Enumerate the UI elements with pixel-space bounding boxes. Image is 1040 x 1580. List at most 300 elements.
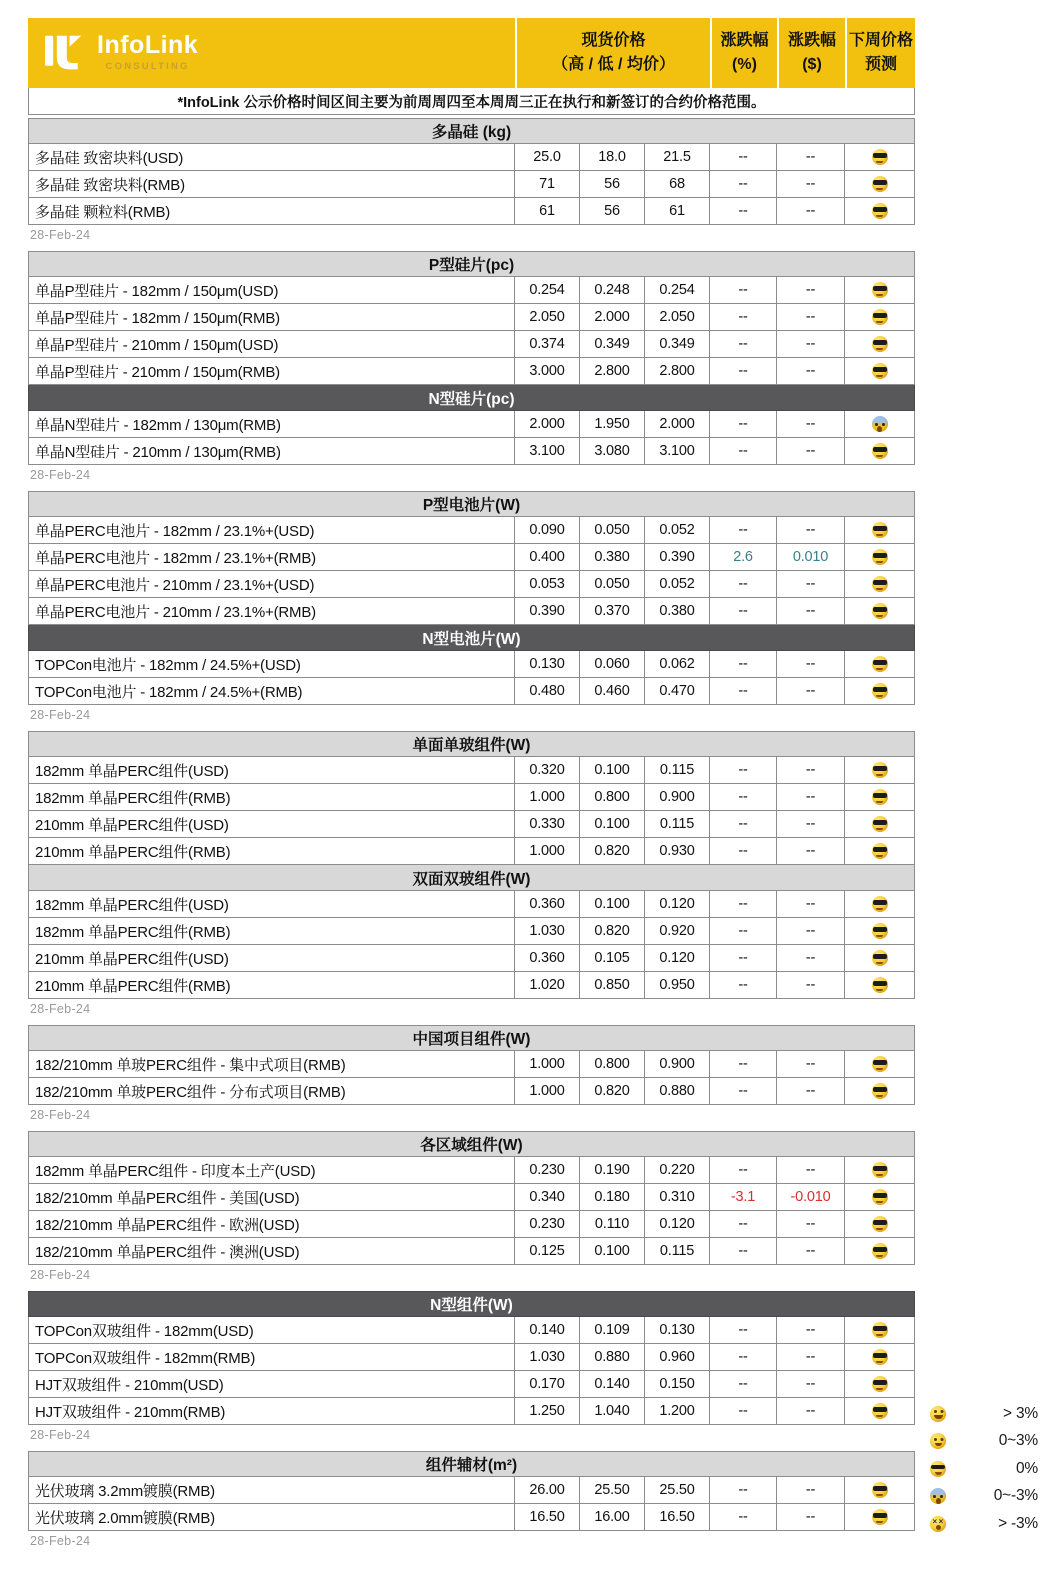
cell-avg: 1.200 <box>645 1398 710 1424</box>
table-row <box>28 1344 915 1371</box>
cell-forecast <box>845 358 914 384</box>
cell-low: 0.349 <box>580 331 645 357</box>
cell-avg: 0.900 <box>645 1051 710 1077</box>
section-header <box>28 1291 915 1317</box>
date-stamp: 28-Feb-24 <box>30 468 91 482</box>
sunglasses-emoji-icon <box>872 1243 888 1259</box>
cell-high: 61 <box>515 198 580 224</box>
cell-high: 0.480 <box>515 678 580 704</box>
cell-high: 0.360 <box>515 891 580 917</box>
section-header <box>28 1025 915 1051</box>
row-label: TOPCon电池片 - 182mm / 24.5%+(RMB) <box>29 678 515 704</box>
cell-change-dollar: -- <box>777 1051 845 1077</box>
cell-low: 0.460 <box>580 678 645 704</box>
cell-change-percent: -- <box>710 1477 777 1503</box>
cell-change-percent: -- <box>710 304 777 330</box>
legend <box>922 1400 1038 1538</box>
cell-forecast <box>845 811 914 837</box>
legend-label: 0~3% <box>998 1432 1038 1450</box>
sunglasses-emoji-icon <box>872 282 888 298</box>
cell-forecast <box>845 1157 914 1183</box>
section-title: 多晶硅 (kg) <box>431 124 512 141</box>
table-row <box>28 972 915 999</box>
cell-forecast <box>845 678 914 704</box>
cell-high: 0.254 <box>515 277 580 303</box>
cell-forecast <box>845 304 914 330</box>
cell-forecast <box>845 945 914 971</box>
cell-change-dollar: -- <box>777 784 845 810</box>
cell-change-dollar: -- <box>777 1157 845 1183</box>
cell-forecast <box>845 198 914 224</box>
row-label: 多晶硅 颗粒料(RMB) <box>29 198 515 224</box>
cell-change-percent: -- <box>710 757 777 783</box>
cell-avg: 68 <box>645 171 710 197</box>
sunglasses-emoji-icon <box>872 1349 888 1365</box>
cell-forecast <box>845 144 914 170</box>
table-header <box>28 18 915 88</box>
cell-low: 1.950 <box>580 411 645 437</box>
cell-high: 0.330 <box>515 811 580 837</box>
date-stamp: 28-Feb-24 <box>30 708 91 722</box>
change-dollar-unit: ($) <box>802 56 822 73</box>
sunglasses-emoji-icon <box>872 363 888 379</box>
cell-change-percent: -- <box>710 1051 777 1077</box>
cell-low: 56 <box>580 198 645 224</box>
cell-change-percent: -3.1 <box>710 1184 777 1210</box>
cell-change-percent: -- <box>710 1238 777 1264</box>
table-row <box>28 1078 915 1105</box>
cell-avg: 2.000 <box>645 411 710 437</box>
column-header-forecast <box>845 18 915 88</box>
cell-avg: 0.310 <box>645 1184 710 1210</box>
row-label: 多晶硅 致密块料(USD) <box>29 144 515 170</box>
cell-avg: 0.052 <box>645 571 710 597</box>
legend-item <box>922 1510 1038 1538</box>
cell-avg: 0.120 <box>645 945 710 971</box>
spot-price-title: 现货价格 <box>581 32 646 49</box>
scream-emoji-icon <box>930 1488 946 1504</box>
cell-change-dollar: -- <box>777 1398 845 1424</box>
cell-low: 0.140 <box>580 1371 645 1397</box>
infolink-logo <box>28 32 198 75</box>
cell-change-dollar: -- <box>777 972 845 998</box>
section-header <box>28 865 915 891</box>
cell-forecast <box>845 784 914 810</box>
cell-low: 0.105 <box>580 945 645 971</box>
cell-high: 1.000 <box>515 1051 580 1077</box>
row-label: 单晶PERC电池片 - 182mm / 23.1%+(USD) <box>29 517 515 543</box>
cell-forecast <box>845 918 914 944</box>
cell-change-dollar: -- <box>777 1211 845 1237</box>
cell-high: 25.0 <box>515 144 580 170</box>
table-row <box>28 678 915 705</box>
row-label: 单晶PERC电池片 - 210mm / 23.1%+(USD) <box>29 571 515 597</box>
cell-high: 0.360 <box>515 945 580 971</box>
section-title: P型硅片(pc) <box>428 257 515 274</box>
cell-avg: 0.349 <box>645 331 710 357</box>
cell-avg: 0.960 <box>645 1344 710 1370</box>
cell-avg: 0.130 <box>645 1317 710 1343</box>
cell-change-percent: -- <box>710 598 777 624</box>
sunglasses-emoji-icon <box>872 1056 888 1072</box>
sunglasses-emoji-icon <box>872 1403 888 1419</box>
cell-avg: 61 <box>645 198 710 224</box>
cell-change-dollar: -- <box>777 411 845 437</box>
cell-change-dollar: -- <box>777 838 845 864</box>
cell-high: 0.053 <box>515 571 580 597</box>
smile-emoji-icon <box>930 1433 946 1449</box>
table-row <box>28 544 915 571</box>
sunglasses-emoji-icon <box>872 977 888 993</box>
column-header-change-percent <box>710 18 777 88</box>
cell-low: 0.100 <box>580 811 645 837</box>
cell-forecast <box>845 1317 914 1343</box>
cell-change-percent: -- <box>710 171 777 197</box>
date-stamp: 28-Feb-24 <box>30 1268 91 1282</box>
cell-high: 0.390 <box>515 598 580 624</box>
cell-low: 0.248 <box>580 277 645 303</box>
cell-avg: 0.950 <box>645 972 710 998</box>
logo-text <box>97 32 198 75</box>
cell-change-dollar: -- <box>777 1078 845 1104</box>
cell-change-percent: -- <box>710 1211 777 1237</box>
section-title: 中国项目组件(W) <box>412 1031 531 1048</box>
cell-change-dollar: -- <box>777 1477 845 1503</box>
cell-avg: 0.930 <box>645 838 710 864</box>
section-title: N型电池片(W) <box>422 630 521 648</box>
table-row <box>28 304 915 331</box>
table-group <box>28 1131 915 1283</box>
cell-forecast <box>845 1477 914 1503</box>
section-header <box>28 118 915 144</box>
cell-change-dollar: -- <box>777 945 845 971</box>
row-label: TOPCon双玻组件 - 182mm(USD) <box>29 1317 515 1343</box>
cell-avg: 0.470 <box>645 678 710 704</box>
table-row <box>28 1477 915 1504</box>
cell-low: 0.190 <box>580 1157 645 1183</box>
table-row <box>28 651 915 678</box>
section-title: N型组件(W) <box>430 1297 513 1314</box>
cell-avg: 0.920 <box>645 918 710 944</box>
sunglasses-emoji-icon <box>872 309 888 325</box>
section-header <box>28 385 915 411</box>
sunglasses-emoji-icon <box>872 950 888 966</box>
cell-low: 0.820 <box>580 838 645 864</box>
cell-forecast <box>845 757 914 783</box>
cell-change-percent: -- <box>710 1317 777 1343</box>
cell-avg: 0.052 <box>645 517 710 543</box>
sunglasses-emoji-icon <box>872 683 888 699</box>
table-row <box>28 331 915 358</box>
date-stamp: 28-Feb-24 <box>30 1002 91 1016</box>
forecast-title-line2: 预测 <box>864 56 897 73</box>
cell-avg: 0.900 <box>645 784 710 810</box>
cell-change-dollar: -- <box>777 598 845 624</box>
cell-forecast <box>845 544 914 570</box>
cell-low: 0.820 <box>580 918 645 944</box>
cell-change-dollar: -- <box>777 571 845 597</box>
cell-forecast <box>845 1184 914 1210</box>
cell-forecast <box>845 1344 914 1370</box>
cell-change-percent: -- <box>710 571 777 597</box>
date-stamp: 28-Feb-24 <box>30 1534 91 1548</box>
table-row <box>28 1157 915 1184</box>
cell-avg: 0.115 <box>645 757 710 783</box>
cell-high: 3.000 <box>515 358 580 384</box>
section-header <box>28 491 915 517</box>
table-group <box>28 1291 915 1443</box>
row-label: 210mm 单晶PERC组件(RMB) <box>29 838 515 864</box>
logo-cell <box>28 18 515 88</box>
cell-avg: 2.050 <box>645 304 710 330</box>
cell-change-dollar: -- <box>777 891 845 917</box>
row-label: 光伏玻璃 3.2mm镀膜(RMB) <box>29 1477 515 1503</box>
cell-change-percent: -- <box>710 331 777 357</box>
cell-low: 0.110 <box>580 1211 645 1237</box>
table-group <box>28 1451 915 1549</box>
date-stamp: 28-Feb-24 <box>30 1428 91 1442</box>
row-label: 182mm 单晶PERC组件(USD) <box>29 891 515 917</box>
cell-low: 2.800 <box>580 358 645 384</box>
date-stamp: 28-Feb-24 <box>30 1108 91 1122</box>
cell-high: 3.100 <box>515 438 580 464</box>
grin-emoji-icon <box>930 1406 946 1422</box>
cell-low: 0.880 <box>580 1344 645 1370</box>
legend-item <box>922 1455 1038 1483</box>
table-row <box>28 277 915 304</box>
cell-high: 0.170 <box>515 1371 580 1397</box>
sunglasses-emoji-icon <box>872 656 888 672</box>
sunglasses-emoji-icon <box>872 1376 888 1392</box>
sunglasses-emoji-icon <box>872 549 888 565</box>
cell-high: 0.340 <box>515 1184 580 1210</box>
section-header <box>28 731 915 757</box>
price-period-note: *InfoLink 公示价格时间区间主要为前周周四至本周周三正在执行和新签订的合约价格范围。 <box>28 88 915 115</box>
change-percent-title: 涨跌幅 <box>720 32 769 49</box>
row-label: 182/210mm 单晶PERC组件 - 澳洲(USD) <box>29 1238 515 1264</box>
cell-change-dollar: -- <box>777 358 845 384</box>
cell-change-dollar: -- <box>777 198 845 224</box>
cell-high: 0.090 <box>515 517 580 543</box>
infolink-logo-mark <box>42 33 88 73</box>
table-row <box>28 918 915 945</box>
table-group <box>28 491 915 723</box>
cell-low: 0.109 <box>580 1317 645 1343</box>
cell-low: 0.100 <box>580 757 645 783</box>
cell-forecast <box>845 331 914 357</box>
cell-change-percent: -- <box>710 358 777 384</box>
cell-avg: 2.800 <box>645 358 710 384</box>
row-label: 单晶P型硅片 - 182mm / 150μm(RMB) <box>29 304 515 330</box>
cell-avg: 25.50 <box>645 1477 710 1503</box>
cell-change-percent: -- <box>710 1078 777 1104</box>
cell-change-dollar: -- <box>777 918 845 944</box>
cell-high: 1.030 <box>515 918 580 944</box>
table-row <box>28 838 915 865</box>
scream-emoji-icon <box>872 416 888 432</box>
cell-high: 16.50 <box>515 1504 580 1530</box>
cell-change-percent: -- <box>710 891 777 917</box>
cell-low: 2.000 <box>580 304 645 330</box>
price-table <box>28 18 915 1549</box>
cell-change-dollar: -- <box>777 1504 845 1530</box>
sunglasses-emoji-icon <box>872 1083 888 1099</box>
cell-change-dollar: -- <box>777 757 845 783</box>
row-label: 单晶P型硅片 - 182mm / 150μm(USD) <box>29 277 515 303</box>
forecast-title-line1: 下周价格 <box>848 32 913 49</box>
cell-forecast <box>845 1238 914 1264</box>
table-row <box>28 757 915 784</box>
section-title: 单面单玻组件(W) <box>412 737 531 754</box>
table-group <box>28 251 915 483</box>
sunglasses-emoji-icon <box>872 603 888 619</box>
cell-change-percent: -- <box>710 1504 777 1530</box>
row-label: TOPCon双玻组件 - 182mm(RMB) <box>29 1344 515 1370</box>
sunglasses-emoji-icon <box>872 762 888 778</box>
cell-avg: 0.120 <box>645 891 710 917</box>
row-label: 单晶P型硅片 - 210mm / 150μm(RMB) <box>29 358 515 384</box>
cell-change-percent: 2.6 <box>710 544 777 570</box>
cell-change-percent: -- <box>710 838 777 864</box>
table-row <box>28 198 915 225</box>
cell-change-dollar: -- <box>777 277 845 303</box>
cell-high: 0.374 <box>515 331 580 357</box>
cell-avg: 0.150 <box>645 1371 710 1397</box>
cell-avg: 0.390 <box>645 544 710 570</box>
table-row <box>28 945 915 972</box>
change-percent-unit: (%) <box>732 56 757 73</box>
sunglasses-emoji-icon <box>872 443 888 459</box>
dizzy-emoji-icon <box>930 1516 946 1532</box>
cell-change-dollar: -0.010 <box>777 1184 845 1210</box>
cell-forecast <box>845 517 914 543</box>
cell-change-percent: -- <box>710 1344 777 1370</box>
cell-forecast <box>845 1051 914 1077</box>
cell-low: 0.060 <box>580 651 645 677</box>
cell-forecast <box>845 1398 914 1424</box>
cell-change-dollar: -- <box>777 438 845 464</box>
table-row <box>28 571 915 598</box>
sunglasses-emoji-icon <box>872 149 888 165</box>
cell-avg: 0.115 <box>645 1238 710 1264</box>
cell-high: 1.000 <box>515 838 580 864</box>
cell-change-dollar: -- <box>777 1238 845 1264</box>
cell-low: 18.0 <box>580 144 645 170</box>
row-label: 182/210mm 单玻PERC组件 - 集中式项目(RMB) <box>29 1051 515 1077</box>
cell-high: 1.000 <box>515 1078 580 1104</box>
table-row <box>28 1317 915 1344</box>
column-header-spot-price <box>515 18 710 88</box>
date-stamp: 28-Feb-24 <box>30 228 91 242</box>
sunglasses-emoji-icon <box>872 1189 888 1205</box>
cell-avg: 21.5 <box>645 144 710 170</box>
cell-high: 0.230 <box>515 1157 580 1183</box>
cell-high: 0.130 <box>515 651 580 677</box>
table-group <box>28 1025 915 1123</box>
cell-low: 0.100 <box>580 891 645 917</box>
table-row <box>28 811 915 838</box>
cell-change-dollar: -- <box>777 1371 845 1397</box>
row-label: 210mm 单晶PERC组件(RMB) <box>29 972 515 998</box>
cell-avg: 0.220 <box>645 1157 710 1183</box>
table-row <box>28 438 915 465</box>
cell-change-dollar: -- <box>777 1344 845 1370</box>
change-dollar-title: 涨跌幅 <box>787 32 836 49</box>
section-header <box>28 1131 915 1157</box>
cell-avg: 3.100 <box>645 438 710 464</box>
row-label: HJT双玻组件 - 210mm(USD) <box>29 1371 515 1397</box>
cell-high: 0.125 <box>515 1238 580 1264</box>
table-group <box>28 118 915 243</box>
legend-label: 0% <box>1015 1459 1038 1477</box>
cell-low: 16.00 <box>580 1504 645 1530</box>
row-label: 210mm 单晶PERC组件(USD) <box>29 945 515 971</box>
row-label: 182/210mm 单晶PERC组件 - 美国(USD) <box>29 1184 515 1210</box>
cell-change-percent: -- <box>710 678 777 704</box>
cell-avg: 0.380 <box>645 598 710 624</box>
cell-low: 1.040 <box>580 1398 645 1424</box>
cell-change-dollar: -- <box>777 331 845 357</box>
cell-change-percent: -- <box>710 438 777 464</box>
cell-forecast <box>845 972 914 998</box>
cell-low: 3.080 <box>580 438 645 464</box>
cell-low: 0.820 <box>580 1078 645 1104</box>
cell-change-dollar: -- <box>777 678 845 704</box>
table-group <box>28 731 915 1017</box>
cell-forecast <box>845 651 914 677</box>
table-row <box>28 144 915 171</box>
cell-high: 2.050 <box>515 304 580 330</box>
cell-avg: 0.115 <box>645 811 710 837</box>
cell-change-percent: -- <box>710 784 777 810</box>
table-row <box>28 1184 915 1211</box>
table-row <box>28 1051 915 1078</box>
row-label: 182mm 单晶PERC组件(RMB) <box>29 918 515 944</box>
legend-item <box>922 1428 1038 1456</box>
cell-change-dollar: -- <box>777 811 845 837</box>
brand-subtitle: CONSULTING <box>105 61 190 72</box>
table-row <box>28 411 915 438</box>
row-label: 182/210mm 单晶PERC组件 - 欧洲(USD) <box>29 1211 515 1237</box>
cell-change-dollar: -- <box>777 171 845 197</box>
cell-avg: 16.50 <box>645 1504 710 1530</box>
sunglasses-emoji-icon <box>872 336 888 352</box>
sunglasses-emoji-icon <box>872 816 888 832</box>
cell-low: 0.180 <box>580 1184 645 1210</box>
cell-forecast <box>845 1371 914 1397</box>
cell-forecast <box>845 891 914 917</box>
row-label: HJT双玻组件 - 210mm(RMB) <box>29 1398 515 1424</box>
row-label: 光伏玻璃 2.0mm镀膜(RMB) <box>29 1504 515 1530</box>
row-label: 单晶N型硅片 - 210mm / 130μm(RMB) <box>29 438 515 464</box>
sunglasses-emoji-icon <box>872 843 888 859</box>
cell-change-percent: -- <box>710 198 777 224</box>
legend-item <box>922 1400 1038 1428</box>
price-table-body <box>28 118 915 1549</box>
spot-price-subtitle: （高 / 低 / 均价） <box>552 56 675 73</box>
cell-high: 0.400 <box>515 544 580 570</box>
cell-high: 71 <box>515 171 580 197</box>
cell-high: 2.000 <box>515 411 580 437</box>
section-header <box>28 1451 915 1477</box>
cell-high: 1.250 <box>515 1398 580 1424</box>
sunglasses-emoji-icon <box>872 1322 888 1338</box>
cell-change-dollar: -- <box>777 304 845 330</box>
cell-forecast <box>845 598 914 624</box>
cell-change-percent: -- <box>710 144 777 170</box>
section-header <box>28 251 915 277</box>
cell-avg: 0.880 <box>645 1078 710 1104</box>
